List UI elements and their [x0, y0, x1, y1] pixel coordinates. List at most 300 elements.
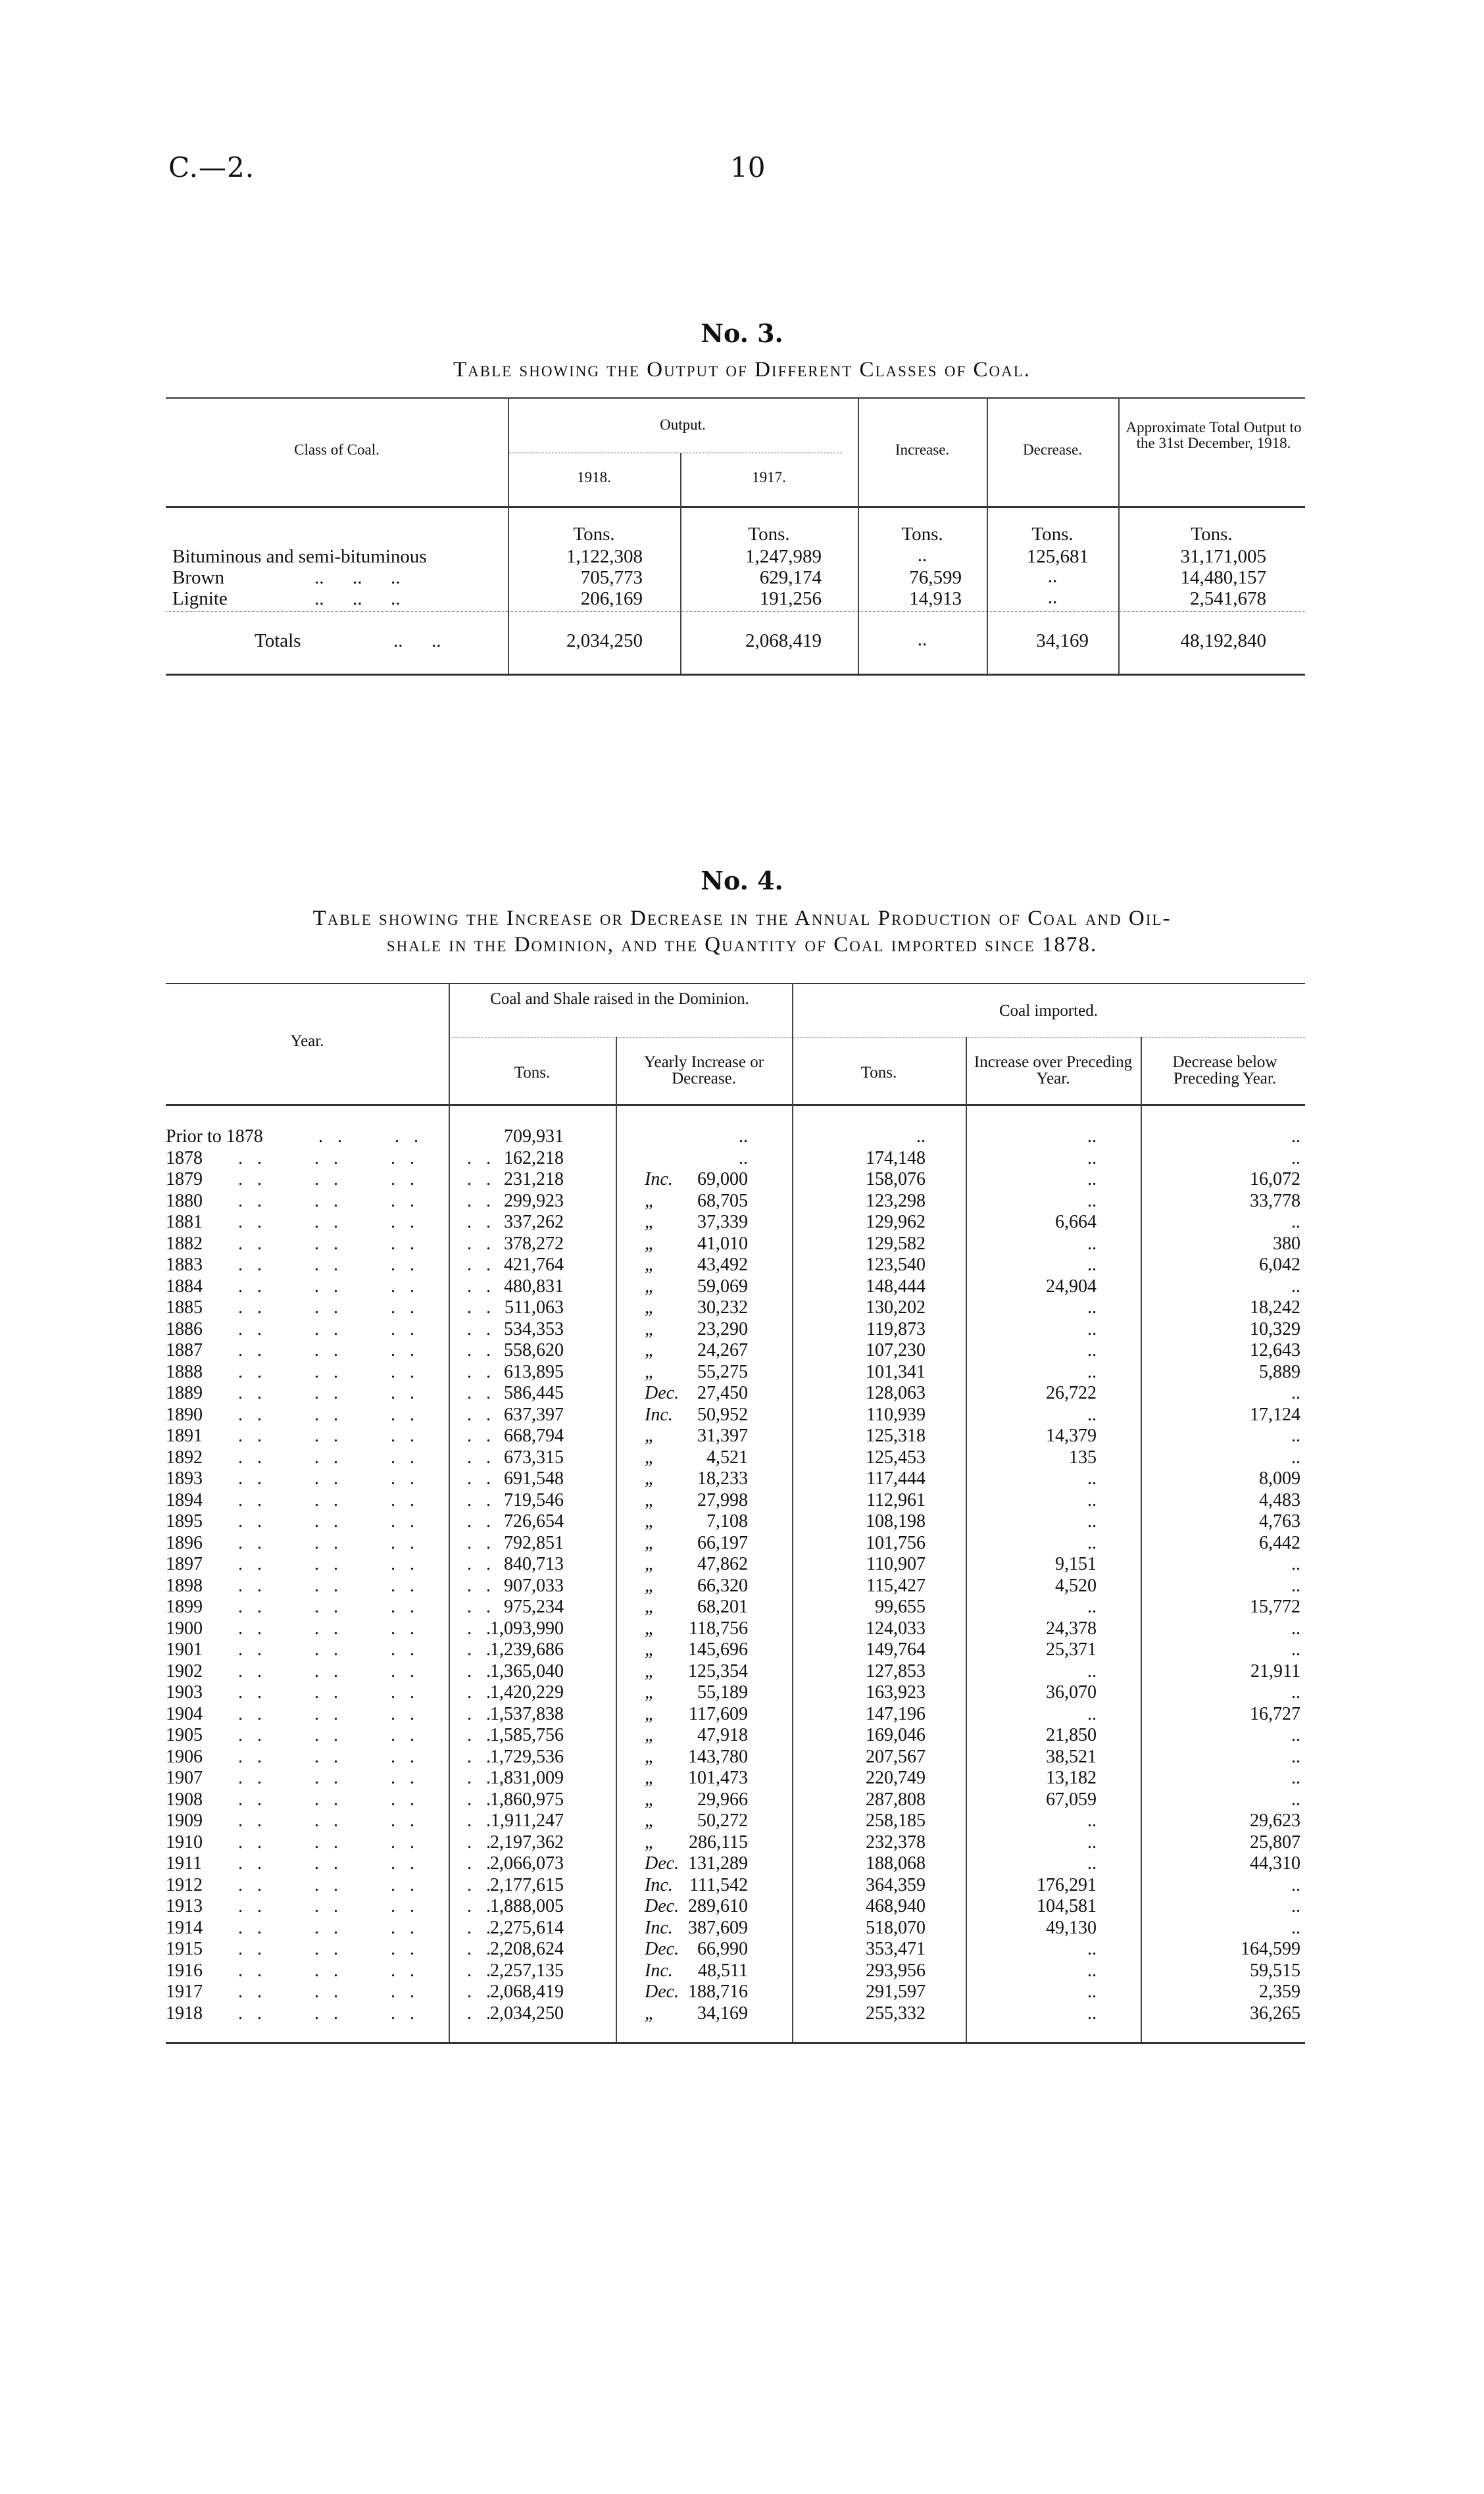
decrease-below-cell: ..	[1291, 1212, 1300, 1232]
change-label-cell: „	[645, 1212, 655, 1232]
leader-dots: .. .. .. ..	[238, 1190, 505, 1211]
raised-tons-cell: 1,888,005	[490, 1896, 564, 1916]
table3-unit: Tons.	[901, 524, 943, 545]
yearly-change-cell: 59,069	[697, 1276, 748, 1297]
year-cell: 1887	[166, 1340, 203, 1360]
year-cell: 1908	[166, 1789, 203, 1810]
yearly-change-cell: 27,998	[697, 1489, 748, 1510]
decrease-below-cell: 6,042	[1259, 1255, 1300, 1275]
year-cell: 1883	[166, 1255, 203, 1275]
leader-dots: .. .. .. ..	[238, 1810, 505, 1831]
increase-over-cell: ..	[1087, 1511, 1097, 1532]
yearly-change-cell: 111,542	[689, 1874, 748, 1895]
increase-over-cell: 38,521	[1046, 1746, 1097, 1767]
table3-header-1917: 1917.	[752, 469, 786, 486]
year-cell: 1896	[166, 1532, 203, 1553]
raised-tons-cell: 2,068,419	[490, 1982, 564, 2002]
year-cell: 1897	[166, 1554, 203, 1574]
imported-tons-cell: 188,068	[866, 1853, 926, 1874]
increase-over-cell: ..	[1087, 1853, 1097, 1874]
increase-over-cell: 135	[1069, 1447, 1097, 1468]
yearly-change-cell: 69,000	[697, 1169, 748, 1189]
year-cell: 1903	[166, 1682, 203, 1703]
decrease-below-cell: ..	[1291, 1618, 1300, 1639]
table-row	[166, 1276, 1305, 1297]
decrease-below-cell: ..	[1291, 1447, 1300, 1468]
imported-tons-cell: 110,907	[866, 1554, 926, 1574]
year-cell: 1892	[166, 1447, 203, 1468]
yearly-change-cell: 66,320	[697, 1575, 748, 1596]
table-row	[166, 1468, 1305, 1489]
imported-tons-cell: 147,196	[866, 1703, 926, 1724]
yearly-change-cell: 18,233	[697, 1468, 748, 1489]
change-label-cell: „	[645, 1532, 655, 1553]
table3-total-1917: 2,068,419	[745, 630, 822, 651]
decrease-below-cell: ..	[1291, 1874, 1300, 1895]
table-row	[166, 1426, 1305, 1447]
table3-row-label: Lignite	[172, 588, 228, 609]
raised-tons-cell: 378,272	[504, 1233, 564, 1254]
decrease-below-cell: 5,889	[1259, 1361, 1300, 1382]
table-row	[166, 1148, 1305, 1169]
leader-dots: .. .. .. ..	[238, 1939, 505, 1959]
table3-row-label: Bituminous and semi-bituminous	[172, 546, 427, 567]
table3-cell-1918: 206,169	[580, 588, 643, 609]
yearly-change-cell: 31,397	[697, 1426, 748, 1446]
leader-dots: .. .. .. ..	[238, 1383, 505, 1403]
decrease-below-cell: 2,359	[1259, 1982, 1300, 2002]
table3-total-increase: ..	[917, 629, 928, 650]
decrease-below-cell: 380	[1273, 1233, 1300, 1254]
change-label-cell: „	[645, 1597, 655, 1617]
table3-cell-1917: 1,247,989	[745, 546, 822, 567]
increase-over-cell: ..	[1087, 1960, 1097, 1981]
year-cell: 1902	[166, 1660, 203, 1682]
imported-tons-cell: 163,923	[866, 1682, 926, 1703]
leader-dots: .. .. .. ..	[238, 1318, 505, 1339]
decrease-below-cell: 16,727	[1250, 1703, 1300, 1724]
change-label-cell: „	[645, 1233, 655, 1254]
year-cell: 1910	[166, 1832, 203, 1853]
year-cell: 1913	[166, 1896, 203, 1916]
decrease-below-cell: 8,009	[1259, 1468, 1300, 1489]
table3-cell-1917: 629,174	[759, 567, 822, 588]
raised-tons-cell: 2,208,624	[490, 1939, 564, 1959]
change-label-cell: „	[645, 1511, 655, 1532]
table-row	[166, 1747, 1305, 1768]
table4-header-year: Year.	[290, 1032, 324, 1050]
leader-dots: .. .. .. ..	[238, 1169, 505, 1189]
table-row	[166, 1918, 1305, 1939]
increase-over-cell: 6,664	[1055, 1212, 1097, 1232]
table-row	[166, 1576, 1305, 1597]
leader-dots: .. .. .. ..	[238, 1468, 505, 1489]
table4-header-yearly: Yearly Increase or Decrease.	[643, 1053, 764, 1087]
decrease-below-cell: ..	[1291, 1639, 1300, 1660]
imported-tons-cell: 128,063	[866, 1383, 926, 1403]
leader-dots: .. .. .. ..	[238, 1639, 505, 1660]
change-label-cell: Inc.	[645, 1404, 673, 1425]
yearly-change-cell: 50,952	[697, 1404, 748, 1425]
increase-over-cell: ..	[1087, 2003, 1097, 2024]
table-row	[166, 1362, 1305, 1383]
table3-unit: Tons.	[1191, 524, 1233, 545]
raised-tons-cell: 668,794	[504, 1426, 564, 1446]
year-cell: Prior to 1878	[166, 1126, 263, 1147]
year-cell: 1917	[166, 1982, 203, 2002]
change-label-cell: Dec.	[645, 1939, 680, 1959]
leader-dots: .. .. .. ..	[238, 1575, 505, 1596]
table4-header-raised: Coal and Shale raised in the Dominion.	[490, 990, 749, 1008]
imported-tons-cell: 108,198	[866, 1511, 926, 1532]
yearly-change-cell: 24,267	[697, 1340, 748, 1360]
raised-tons-cell: 421,764	[504, 1255, 564, 1275]
table3-header-rule	[166, 506, 1305, 508]
increase-over-cell: ..	[1087, 1190, 1097, 1211]
table-row	[166, 1447, 1305, 1468]
decrease-below-cell: 21,911	[1250, 1660, 1300, 1682]
table-row	[166, 1832, 1305, 1853]
imported-tons-cell: 130,202	[866, 1297, 926, 1318]
table-row	[166, 1533, 1305, 1554]
raised-tons-cell: 586,445	[504, 1383, 564, 1403]
imported-tons-cell: 110,939	[866, 1404, 926, 1425]
table4-number: No. 4.	[701, 866, 783, 895]
table3-header-decrease: Decrease.	[1022, 441, 1082, 458]
table-row	[166, 1789, 1305, 1810]
raised-tons-cell: 1,860,975	[490, 1789, 564, 1810]
decrease-below-cell: ..	[1291, 1725, 1300, 1745]
change-label-cell: Inc.	[645, 1960, 673, 1981]
imported-tons-cell: 291,597	[866, 1982, 926, 2002]
imported-tons-cell: 207,567	[866, 1746, 926, 1767]
change-label-cell: „	[645, 1318, 655, 1339]
change-label-cell: „	[645, 1660, 655, 1682]
leader-dots: .. .. .. ..	[238, 1660, 505, 1682]
increase-over-cell: ..	[1087, 1597, 1097, 1617]
change-label-cell: „	[645, 1703, 655, 1724]
year-cell: 1884	[166, 1276, 203, 1297]
table-row	[166, 1896, 1305, 1917]
table3-totals-leader: .. ..	[393, 630, 441, 651]
year-cell: 1888	[166, 1361, 203, 1382]
leader-dots: .. .. .. ..	[238, 1511, 505, 1532]
decrease-below-cell: ..	[1291, 1126, 1300, 1147]
raised-tons-cell: 1,729,536	[490, 1746, 564, 1767]
leader-dots: .. .. .. ..	[238, 1768, 505, 1788]
decrease-below-cell: ..	[1291, 1917, 1300, 1938]
imported-tons-cell: 112,961	[866, 1489, 926, 1510]
increase-over-cell: 104,581	[1037, 1896, 1097, 1916]
leader-dots: .. .. .. ..	[238, 1404, 505, 1425]
yearly-change-cell: 43,492	[697, 1255, 748, 1275]
table-row	[166, 1768, 1305, 1789]
table-row	[166, 1212, 1305, 1233]
leader-dots: .. .. .. ..	[238, 1853, 505, 1874]
imported-tons-cell: 468,940	[866, 1896, 926, 1916]
decrease-below-cell: ..	[1291, 1383, 1300, 1403]
table-row	[166, 1704, 1305, 1725]
year-cell: 1911	[166, 1853, 202, 1874]
year-cell: 1880	[166, 1190, 203, 1211]
yearly-change-cell: 23,290	[697, 1318, 748, 1339]
table-row	[166, 1169, 1305, 1190]
year-cell: 1900	[166, 1618, 203, 1639]
decrease-below-cell: ..	[1291, 1896, 1300, 1916]
yearly-change-cell: 50,272	[697, 1810, 748, 1831]
imported-tons-cell: 258,185	[866, 1810, 926, 1831]
raised-tons-cell: 2,275,614	[490, 1917, 564, 1938]
imported-tons-cell: 125,453	[866, 1447, 926, 1468]
change-label-cell: Inc.	[645, 1917, 673, 1938]
year-cell: 1918	[166, 2003, 203, 2024]
change-label-cell: „	[645, 1426, 655, 1446]
leader-dots: .. .. .. ..	[238, 1725, 505, 1745]
table4-header-rule	[166, 1104, 1305, 1106]
increase-over-cell: ..	[1087, 1361, 1097, 1382]
decrease-below-cell: ..	[1291, 1746, 1300, 1767]
change-label-cell: „	[645, 1810, 655, 1831]
yearly-change-cell: 131,289	[688, 1853, 748, 1874]
increase-over-cell: ..	[1087, 1147, 1097, 1168]
table3-header-output: Output.	[660, 416, 706, 433]
table-row	[166, 1875, 1305, 1896]
year-cell: 1912	[166, 1874, 203, 1895]
change-label-cell: „	[645, 1768, 655, 1788]
table-row	[166, 1297, 1305, 1318]
increase-over-cell: ..	[1087, 1489, 1097, 1510]
leader-dots: .. .. .. ..	[238, 1982, 505, 2002]
yearly-change-cell: 188,716	[688, 1982, 748, 2002]
imported-tons-cell: 129,582	[866, 1233, 926, 1254]
table-row	[166, 1853, 1305, 1874]
table-row	[166, 1191, 1305, 1212]
increase-over-cell: 14,379	[1046, 1426, 1097, 1446]
yearly-change-cell: 29,966	[697, 1789, 748, 1810]
raised-tons-cell: 840,713	[504, 1554, 564, 1574]
decrease-below-cell: ..	[1291, 1789, 1300, 1810]
yearly-change-cell: 27,450	[697, 1383, 748, 1403]
year-cell: 1914	[166, 1917, 203, 1938]
decrease-below-cell: 44,310	[1250, 1853, 1300, 1874]
change-label-cell: „	[645, 1639, 655, 1660]
raised-tons-cell: 299,923	[504, 1190, 564, 1211]
yearly-change-cell: 145,696	[688, 1639, 748, 1660]
raised-tons-cell: 2,177,615	[490, 1874, 564, 1895]
imported-tons-cell: 117,444	[866, 1468, 926, 1489]
table4-header-tons-imported: Tons.	[860, 1064, 897, 1082]
table3-title: Table showing the Output of Different Classes of Coal.	[453, 358, 1031, 382]
leader-dots: .. .. .. ..	[238, 1489, 505, 1510]
leader-dots: .. .. .. ..	[238, 1255, 505, 1275]
year-cell: 1904	[166, 1703, 203, 1724]
imported-tons-cell: 169,046	[866, 1725, 926, 1745]
imported-tons-cell: 220,749	[866, 1768, 926, 1788]
year-cell: 1893	[166, 1468, 203, 1489]
table-row	[166, 1554, 1305, 1575]
table3-cell-1918: 705,773	[580, 567, 643, 588]
leader-dots: .. .. .. ..	[238, 1832, 505, 1853]
raised-tons-cell: 511,063	[505, 1297, 564, 1318]
change-label-cell: „	[645, 1832, 655, 1853]
table3-cell-decrease: ..	[1047, 566, 1058, 587]
imported-tons-cell: 149,764	[866, 1639, 926, 1660]
decrease-below-cell: 6,442	[1259, 1532, 1300, 1553]
increase-over-cell: ..	[1087, 1832, 1097, 1853]
table4-header-decrease-below: Decrease below Preceding Year.	[1172, 1053, 1277, 1087]
decrease-below-cell: 29,623	[1250, 1810, 1300, 1831]
imported-tons-cell: 99,655	[875, 1597, 926, 1617]
change-label-cell: Dec.	[645, 1853, 680, 1874]
table4-header-imported: Coal imported.	[999, 1002, 1098, 1020]
decrease-below-cell: 12,643	[1250, 1340, 1300, 1360]
raised-tons-cell: 792,851	[504, 1532, 564, 1553]
year-cell: 1905	[166, 1725, 203, 1745]
increase-over-cell: ..	[1087, 1233, 1097, 1254]
change-label-cell: „	[645, 1190, 655, 1211]
raised-tons-cell: 691,548	[504, 1468, 564, 1489]
table4-title-line2: shale in the Dominion, and the Quantity of Coal imported since 1878.	[386, 933, 1098, 957]
change-label-cell: „	[645, 1468, 655, 1489]
leader-dots: .. .. .. ..	[238, 1361, 505, 1382]
raised-tons-cell: 907,033	[504, 1575, 564, 1596]
change-label-cell: „	[645, 1447, 655, 1468]
table-row	[166, 1618, 1305, 1639]
yearly-change-cell: ..	[739, 1126, 748, 1147]
increase-over-cell: ..	[1087, 1660, 1097, 1682]
yearly-change-cell: 101,473	[688, 1768, 748, 1788]
change-label-cell: „	[645, 1255, 655, 1275]
decrease-below-cell: 18,242	[1250, 1297, 1300, 1318]
table3-unit: Tons.	[748, 524, 790, 545]
table3-header-approx-total: Approximate Total Output to the 31st December, 1918.	[1125, 419, 1302, 452]
leader-dots: .. .. .. ..	[238, 1618, 505, 1639]
increase-over-cell: 24,904	[1046, 1276, 1097, 1297]
decrease-below-cell: 25,807	[1250, 1832, 1300, 1853]
increase-over-cell: ..	[1087, 1982, 1097, 2002]
imported-tons-cell: 158,076	[866, 1169, 926, 1189]
change-label-cell: „	[645, 2003, 655, 2024]
increase-over-cell: ..	[1087, 1703, 1097, 1724]
leader-dots: .. .. .. ..	[238, 1447, 505, 1468]
leader-dots: .. .. .. ..	[238, 1212, 505, 1232]
table3-row-label: Brown	[172, 567, 224, 588]
change-label-cell: „	[645, 1618, 655, 1639]
increase-over-cell: ..	[1087, 1297, 1097, 1318]
raised-tons-cell: 1,911,247	[491, 1810, 564, 1831]
change-label-cell: „	[645, 1682, 655, 1703]
change-label-cell: „	[645, 1340, 655, 1360]
raised-tons-cell: 719,546	[504, 1489, 564, 1510]
imported-tons-cell: 129,962	[866, 1212, 926, 1232]
decrease-below-cell: ..	[1291, 1554, 1300, 1574]
table3-cell-total: 14,480,157	[1180, 567, 1266, 588]
table-row	[166, 1234, 1305, 1255]
increase-over-cell: 13,182	[1046, 1768, 1097, 1788]
imported-tons-cell: 353,471	[866, 1939, 926, 1959]
table-row	[166, 1126, 1305, 1147]
year-cell: 1895	[166, 1511, 203, 1532]
table3-totals-rule	[166, 611, 1305, 612]
table3-cell-decrease: ..	[1047, 587, 1058, 608]
increase-over-cell: ..	[1087, 1318, 1097, 1339]
raised-tons-cell: 1,365,040	[490, 1660, 564, 1682]
leader-dots: .. .. .. ..	[238, 1746, 505, 1767]
raised-tons-cell: 2,066,073	[490, 1853, 564, 1874]
table-row	[166, 1960, 1305, 1982]
table-row	[166, 1319, 1305, 1340]
yearly-change-cell: 66,990	[697, 1939, 748, 1959]
table4-title-line1: Table showing the Increase or Decrease in the Annual Production of Coal and Oil-	[312, 907, 1172, 930]
yearly-change-cell: 55,275	[697, 1361, 748, 1382]
table3-cell-total: 2,541,678	[1190, 588, 1266, 609]
table3-total-total: 48,192,840	[1180, 630, 1266, 651]
imported-tons-cell: 287,808	[866, 1789, 926, 1810]
raised-tons-cell: 480,831	[504, 1276, 564, 1297]
decrease-below-cell: ..	[1291, 1426, 1300, 1446]
yearly-change-cell: 66,197	[697, 1532, 748, 1553]
year-cell: 1878	[166, 1147, 203, 1168]
year-cell: 1906	[166, 1746, 203, 1767]
raised-tons-cell: 2,034,250	[490, 2003, 564, 2024]
table3-top-rule	[166, 397, 1305, 399]
change-label-cell: Dec.	[645, 1896, 680, 1916]
table3-cell-increase: ..	[917, 545, 928, 566]
imported-tons-cell: 293,956	[866, 1960, 926, 1981]
yearly-change-cell: 37,339	[697, 1212, 748, 1232]
year-cell: 1886	[166, 1318, 203, 1339]
table3-unit: Tons.	[1031, 524, 1074, 545]
leader-dots: .. .. .. ..	[238, 1340, 505, 1360]
table3-cell-1918: 1,122,308	[566, 546, 643, 567]
table3-totals-label: Totals	[255, 630, 301, 651]
yearly-change-cell: 117,609	[689, 1703, 748, 1724]
year-cell: 1889	[166, 1383, 203, 1403]
year-cell: 1885	[166, 1297, 203, 1318]
table3-bottom-rule	[166, 674, 1305, 676]
increase-over-cell: 176,291	[1037, 1874, 1097, 1895]
raised-tons-cell: 975,234	[504, 1597, 564, 1617]
table-row	[166, 1725, 1305, 1746]
change-label-cell: Dec.	[645, 1982, 680, 2002]
increase-over-cell: ..	[1087, 1404, 1097, 1425]
table-row	[166, 1340, 1305, 1361]
imported-tons-cell: ..	[916, 1126, 926, 1147]
decrease-below-cell: ..	[1291, 1575, 1300, 1596]
imported-tons-cell: 518,070	[866, 1917, 926, 1938]
imported-tons-cell: 115,427	[866, 1575, 926, 1596]
table-row	[166, 1511, 1305, 1532]
leader-dots: .. .. .. ..	[238, 1682, 505, 1703]
imported-tons-cell: 174,148	[866, 1147, 926, 1168]
raised-tons-cell: 637,397	[504, 1404, 564, 1425]
imported-tons-cell: 255,332	[866, 2003, 926, 2024]
yearly-change-cell: 48,511	[698, 1960, 748, 1981]
decrease-below-cell: 15,772	[1250, 1597, 1300, 1617]
table4-header-increase-over: Increase over Preceding Year.	[974, 1053, 1133, 1087]
page-reference: C.—2.	[168, 151, 255, 184]
imported-tons-cell: 127,853	[866, 1660, 926, 1682]
increase-over-cell: ..	[1087, 1532, 1097, 1553]
increase-over-cell: ..	[1087, 1340, 1097, 1360]
increase-over-cell: 4,520	[1055, 1575, 1097, 1596]
yearly-change-cell: 286,115	[689, 1832, 748, 1853]
increase-over-cell: 36,070	[1046, 1682, 1097, 1703]
increase-over-cell: ..	[1087, 1468, 1097, 1489]
table-row	[166, 1939, 1305, 1960]
table-row	[166, 1405, 1305, 1426]
increase-over-cell: 24,378	[1046, 1618, 1097, 1639]
